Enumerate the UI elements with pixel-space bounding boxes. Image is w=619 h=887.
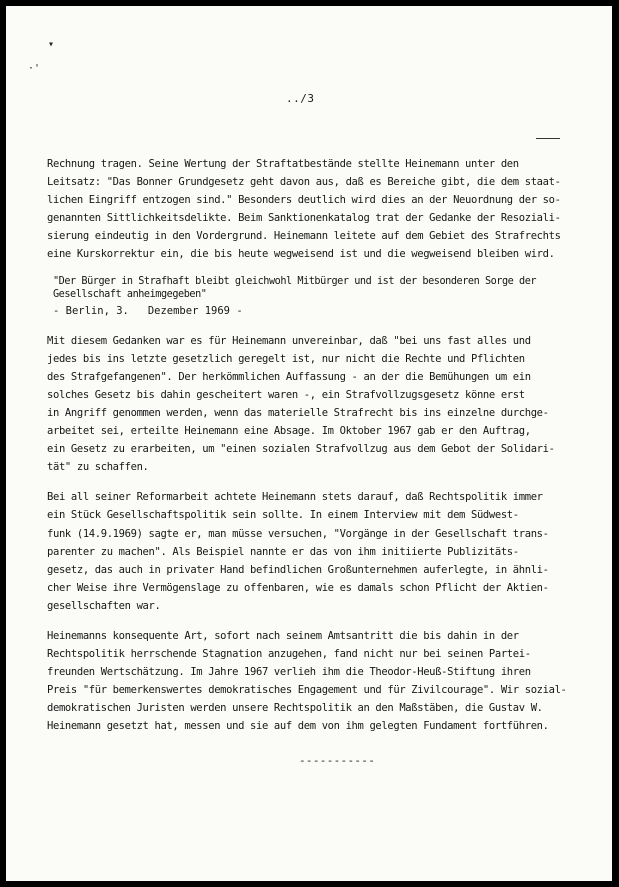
margin-dash [536, 138, 560, 139]
paragraph-3: Bei all seiner Reformarbeit achtete Heinemann stets darauf, daß Rechtspolitik immer ein Stück Gesellschaftspolitik sein sollte. In einem Interview mit dem Südwest- funk (14.9.1969) sagte er, man müsse versuchen, "Vorgänge in der Gesellschaft trans- parenter zu machen". Als Beispiel nannte er das von ihm initiierte Publizitäts- gesetz, das auch in privater Hand befindlichen Großunternehmen auferlegte, in ähnli- cher Weise ihre Vermögenslage zu offenbaren, wie es damals schon Pflicht der Aktien- gesellschaften war. [47, 491, 549, 612]
document-page [6, 6, 612, 881]
quote-block: "Der Bürger in Strafhaft bleibt gleichwohl Mitbürger und ist der besonderen Sorge der Gesellschaft anheimgegeben" [53, 275, 537, 300]
paragraph-1: Rechnung tragen. Seine Wertung der Straftatbestände stellte Heinemann unter den Leitsatz: "Das Bonner Grundgesetz geht davon aus, daß es Bereiche gibt, die dem staat- lichen Eingriff entzogen sind." Besonders deutlich wird dies an der Neuordnung der so- genannten Sittlichkeitsdelikte. Beim Sanktionenkatalog trat der Gedanke der Resoziali- sierung eindeutig in den Vordergrund. Heinemann leitete auf dem Gebiet des Strafrechts eine Kurskorrektur ein, die bis heute wegweisend ist und die wegweisend bleiben wird. [47, 158, 561, 261]
scan-speck: ▾ [48, 39, 55, 50]
quote-date: - Berlin, 3. Dezember 1969 - [53, 304, 243, 317]
scan-speck: ·' [28, 63, 41, 74]
page-number: ../3 [286, 92, 315, 105]
paragraph-2: Mit diesem Gedanken war es für Heinemann unvereinbar, daß "bei uns fast alles und jedes bis ins letzte gesetzlich geregelt ist, nur nicht die Rechte und Pflichten des Strafgefangenen". Der herkömmlichen Auffassung - an der die Bemühungen um ein solches Gesetz bis dahin gescheitert waren -, ein Strafvollzugsgesetz könne erst in Angriff genommen werden, wenn das materielle Strafrecht bis ins einzelne durchge- arbeitet sei, erteilte Heinemann eine Absage. Im Oktober 1967 gab er den Auftrag, ein Gesetz zu erarbeiten, um "einen sozialen Strafvollzug aus dem Gebot der Solidari- tät" zu schaffen. [47, 334, 555, 474]
end-marker: ----------- [299, 754, 376, 767]
paragraph-4: Heinemanns konsequente Art, sofort nach seinem Amtsantritt die bis dahin in der Rechtspolitik herrschende Stagnation anzugehen, fand nicht nur bei seinen Partei- freunden Wertschätzung. Im Jahre 1967 verlieh ihm die Theodor-Heuß-Stiftung ihren Preis "für bemerkenswertes demokratisches Engagement und für Zivilcourage". Wir sozial- demokratischen Juristen werden unsere Rechtspolitik an den Maßstäben, die Gustav W. Heinemann gesetzt hat, messen und sie auf dem von ihm gelegten Fundament fortführen. [47, 629, 567, 733]
body-text [47, 155, 567, 748]
